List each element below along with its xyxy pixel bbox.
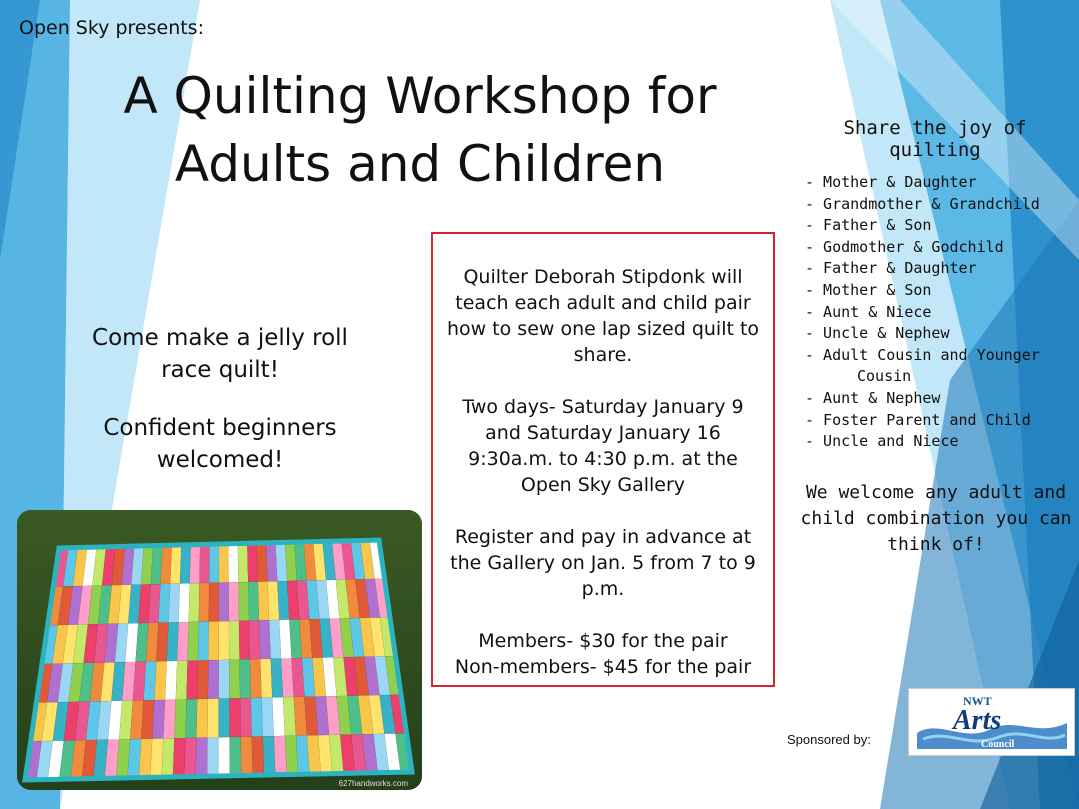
dates-line-2: and Saturday January 16 — [485, 422, 721, 444]
dates-line-1: Two days- Saturday January 9 — [462, 396, 744, 418]
quilt-strip-patch — [208, 660, 219, 699]
details-register: Register and pay in advance at the Gallery on Jan. 5 from 7 to 9 p.m. — [450, 526, 756, 600]
quilt-strip-patch — [249, 620, 260, 659]
quilt-strip-patch — [199, 544, 209, 583]
photo-credit: 627handworks.com — [338, 779, 408, 788]
quilt-strip-patch — [251, 698, 263, 737]
invitation-line-4: welcomed! — [156, 447, 284, 473]
quilt-strip-patch — [176, 661, 188, 700]
quilt-strip-patch — [229, 582, 239, 621]
invitation-line-1: Come make a jelly roll — [92, 325, 348, 351]
pair-list — [805, 172, 1067, 453]
quilt-photo — [17, 510, 422, 790]
quilt-strip-patch — [260, 659, 272, 698]
quilt-strip-patch — [274, 736, 287, 775]
svg-text:NWT: NWT — [963, 694, 992, 708]
quilt-strip-patch — [185, 699, 197, 738]
quilt-strip-patch — [158, 584, 170, 623]
pair-item: - Aunt & Nephew — [805, 388, 941, 407]
quilt-strip-patch — [186, 660, 197, 699]
pair-item: - Foster Parent and Child — [805, 410, 1031, 429]
quilt-strip-patch — [263, 736, 276, 775]
quilt-strip-patch — [156, 623, 168, 662]
quilt-strip-patch — [219, 698, 230, 737]
invitation-line-3: Confident beginners — [103, 415, 337, 441]
welcome-text: We welcome any adult and child combination you can think of! — [800, 482, 1072, 555]
pair-item: - Father & Son — [805, 216, 932, 235]
pair-item: - Grandmother & Grandchild — [805, 194, 1040, 213]
quilt-strip-patch — [208, 621, 218, 660]
quilt-strip-patch — [197, 660, 208, 699]
invitation-text — [60, 322, 380, 502]
quilt-strip-patch — [229, 698, 240, 737]
quilt-strip-patch — [163, 700, 175, 739]
price-nonmembers: Non-members- $45 for the pair — [454, 656, 752, 678]
quilt-strip-patch — [209, 544, 219, 583]
quilt-strip-patch — [196, 738, 208, 777]
quilt-strip-patch — [173, 738, 185, 777]
quilt-strip-patch — [139, 739, 152, 778]
quilt-strip-patch — [250, 659, 262, 698]
quilt-image — [17, 510, 422, 790]
details-prices — [443, 628, 763, 680]
pair-item: - Aunt & Niece — [805, 302, 932, 321]
invitation-line-2: race quilt! — [161, 357, 279, 383]
quilt-strip-patch — [219, 737, 230, 776]
svg-text:Council: Council — [981, 739, 1015, 750]
quilt-strip-patch — [230, 737, 242, 776]
quilt-strip-patch — [170, 545, 181, 584]
title-line-1: A Quilting Workshop for — [123, 67, 717, 125]
quilt-strip-patch — [259, 620, 271, 659]
quilt-strip-patch — [177, 622, 188, 661]
quilt-strip-patch — [238, 543, 248, 582]
quilt-strip-patch — [188, 622, 199, 661]
quilt-strip-patch — [241, 737, 253, 776]
quilt-strip-patch — [272, 697, 285, 736]
pair-item: - Father & Daughter — [805, 259, 977, 278]
quilt-strip-patch — [199, 583, 209, 622]
quilt-strip-patch — [219, 660, 230, 699]
quilt-strip-patch — [189, 583, 200, 622]
sponsored-label: Sponsored by: — [787, 732, 871, 747]
quilt-strip-patch — [208, 699, 219, 738]
quilt-strip-patch — [196, 699, 207, 738]
quilt-strip-patch — [167, 622, 179, 661]
details-intro: Quilter Deborah Stipdonk will teach each adult and child pair how to sew one lap sized quilt to share. — [446, 266, 760, 366]
pair-item-continued: Cousin — [857, 367, 912, 386]
quilt-strip-patch — [179, 583, 190, 622]
price-members: Members- $30 for the pair — [478, 630, 728, 652]
quilt-strip-patch — [240, 659, 251, 698]
pair-item: - Mother & Daughter — [805, 173, 977, 191]
title-line-2: Adults and Children — [174, 135, 666, 193]
quilt-strip-patch — [190, 544, 200, 583]
pair-item: - Godmother & Godchild — [805, 237, 1004, 256]
quilt-strip-patch — [180, 545, 191, 584]
quilt-strip-patch — [184, 738, 196, 777]
quilt-strip-patch — [219, 544, 229, 583]
quilt-strip-patch — [174, 699, 186, 738]
presenter-line: Open Sky presents: — [19, 17, 204, 39]
share-heading: Share the joy of quilting — [843, 117, 1027, 161]
quilt-strip-patch — [238, 582, 249, 621]
quilt-strip-patch — [257, 543, 268, 582]
quilt-strip-patch — [248, 582, 259, 621]
quilt-strip-patch — [228, 544, 238, 583]
quilt-strip-patch — [229, 621, 240, 660]
quilt-strip-patch — [152, 700, 165, 739]
quilt-strip-patch — [247, 543, 258, 582]
pair-item: - Adult Cousin and Younger — [805, 345, 1040, 364]
quilt-strip-patch — [240, 698, 252, 737]
quilt-strip-patch — [258, 581, 269, 620]
quilt-strip-patch — [252, 736, 264, 775]
quilt-strip-patch — [162, 738, 175, 777]
quilt-strip-patch — [209, 583, 219, 622]
arts-council-logo — [908, 688, 1075, 756]
quilt-strip-patch — [219, 582, 229, 621]
dates-line-3: 9:30a.m. to 4:30 p.m. at the — [468, 448, 738, 470]
quilt-strip-patch — [154, 661, 166, 700]
dates-line-4: Open Sky Gallery — [520, 474, 686, 496]
quilt-strip-patch — [219, 621, 229, 660]
quilt-strip-patch — [150, 739, 163, 778]
quilt-strip-patch — [207, 737, 218, 776]
pair-item: - Mother & Son — [805, 280, 932, 299]
page-title — [40, 62, 800, 198]
svg-text:Arts: Arts — [953, 705, 1002, 736]
quilt-strip-patch — [229, 660, 240, 699]
quilt-strip-patch — [239, 621, 250, 660]
workshop-details-box — [431, 232, 775, 687]
quilt-strip-patch — [168, 584, 179, 623]
pair-item: - Uncle & Nephew — [805, 324, 950, 343]
quilt-strip-patch — [165, 661, 177, 700]
pair-item: - Uncle and Niece — [805, 432, 959, 451]
details-dates — [443, 394, 763, 498]
quilt-strip-patch — [198, 622, 209, 661]
quilt-strip-patch — [262, 697, 274, 736]
